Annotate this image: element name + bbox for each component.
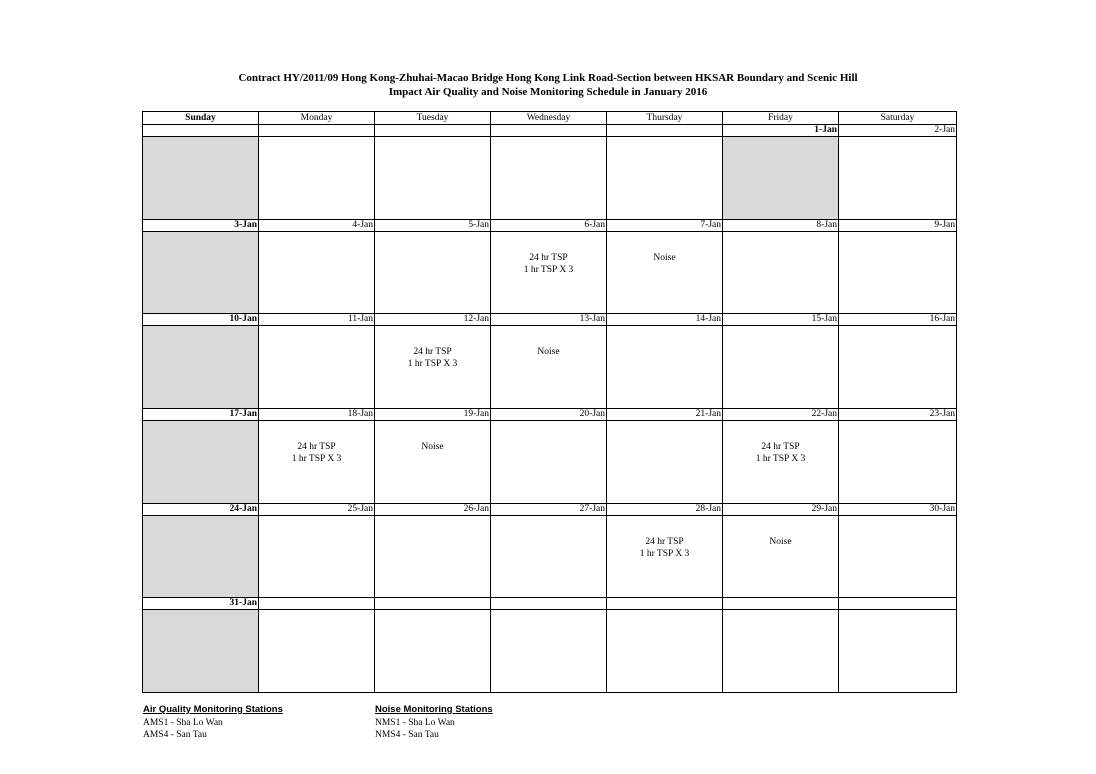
date-label [839,598,957,610]
date-label: 6-Jan [491,219,607,231]
day-cell [143,231,259,314]
weekday-header: Friday [723,112,839,125]
date-label [723,598,839,610]
document-title: Contract HY/2011/09 Hong Kong-Zhuhai-Macao Bridge Hong Kong Link Road-Section between HKSAR Boundary and Scenic Hill [238,72,858,84]
day-cell [607,515,723,598]
date-label: 29-Jan [723,503,839,515]
day-cell [375,515,491,598]
date-label: 30-Jan [839,503,957,515]
date-label: 8-Jan [723,219,839,231]
date-label [607,125,723,137]
day-cell [491,421,607,504]
date-label: 1-Jan [723,125,839,137]
day-cell [839,421,957,504]
day-cell [723,515,839,598]
date-label [375,598,491,610]
monitoring-entry-line: 24 hr TSP [529,252,568,263]
day-cell [723,137,839,220]
day-cell [607,326,723,409]
air-quality-legend [143,704,283,742]
week-date-row [143,314,957,326]
date-label [607,598,723,610]
weekday-header: Tuesday [375,112,491,125]
day-cell [259,610,375,693]
week-body-row [143,421,957,504]
monitoring-entry-line: 1 hr TSP X 3 [291,454,342,465]
week-date-row [143,408,957,420]
date-label: 7-Jan [607,219,723,231]
day-cell [607,231,723,314]
monitoring-entry-line: Noise [537,347,560,358]
day-cell [259,326,375,409]
date-label: 4-Jan [259,219,375,231]
date-label [259,125,375,137]
legend-item: NMS1 - Sha Lo Wan [375,717,455,728]
date-label [491,125,607,137]
day-cell [375,231,491,314]
day-cell [723,231,839,314]
monitoring-entry [375,421,490,453]
monitoring-calendar [142,111,957,693]
date-label: 3-Jan [143,219,259,231]
day-cell [375,421,491,504]
day-cell [143,326,259,409]
date-label: 17-Jan [143,408,259,420]
weekday-header: Saturday [839,112,957,125]
weekday-header: Thursday [607,112,723,125]
date-label: 27-Jan [491,503,607,515]
week-body-row [143,231,957,314]
date-label: 23-Jan [839,408,957,420]
day-cell [839,137,957,220]
day-cell [491,326,607,409]
monitoring-entry-line: 24 hr TSP [645,536,684,547]
date-label: 10-Jan [143,314,259,326]
week-body-row [143,515,957,598]
day-cell [143,610,259,693]
monitoring-entry-line: Noise [421,442,444,453]
day-cell [143,137,259,220]
date-label: 18-Jan [259,408,375,420]
legend-item: AMS1 - Sha Lo Wan [143,717,223,728]
day-cell [259,137,375,220]
monitoring-entry-line: 24 hr TSP [413,347,452,358]
date-label: 31-Jan [143,598,259,610]
week-date-row [143,503,957,515]
monitoring-entry [491,326,606,358]
weekday-header: Wednesday [491,112,607,125]
monitoring-entry-line: Noise [653,252,676,263]
weekday-header-row [143,112,957,125]
monitoring-entry [723,421,838,465]
monitoring-entry-line: 24 hr TSP [761,442,800,453]
day-cell [259,231,375,314]
day-cell [607,421,723,504]
day-cell [607,610,723,693]
monitoring-entry [607,516,722,560]
day-cell [491,231,607,314]
day-cell [607,137,723,220]
monitoring-entry [259,421,374,465]
day-cell [723,421,839,504]
monitoring-entry [491,232,606,276]
day-cell [491,610,607,693]
date-label: 26-Jan [375,503,491,515]
monitoring-entry [723,516,838,548]
day-cell [491,515,607,598]
monitoring-entry-line: 1 hr TSP X 3 [523,264,574,275]
date-label: 22-Jan [723,408,839,420]
day-cell [375,610,491,693]
day-cell [143,515,259,598]
week-body-row [143,326,957,409]
date-label: 19-Jan [375,408,491,420]
date-label: 21-Jan [607,408,723,420]
day-cell [839,610,957,693]
week-date-row [143,125,957,137]
day-cell [259,421,375,504]
date-label: 25-Jan [259,503,375,515]
week-date-row [143,219,957,231]
day-cell [491,137,607,220]
date-label [143,125,259,137]
day-cell [839,231,957,314]
monitoring-entry [607,232,722,264]
date-label: 11-Jan [259,314,375,326]
legend-item: AMS4 - San Tau [143,730,207,740]
day-cell [375,326,491,409]
day-cell [375,137,491,220]
day-cell [259,515,375,598]
date-label [491,598,607,610]
weekday-header: Sunday [143,112,259,125]
day-cell [839,515,957,598]
date-label: 2-Jan [839,125,957,137]
week-body-row [143,610,957,693]
monitoring-entry-line: 24 hr TSP [297,442,336,453]
date-label: 12-Jan [375,314,491,326]
week-date-row [143,598,957,610]
weekday-header: Monday [259,112,375,125]
date-label [375,125,491,137]
monitoring-entry [375,326,490,370]
date-label: 20-Jan [491,408,607,420]
date-label: 5-Jan [375,219,491,231]
date-label [259,598,375,610]
air-quality-legend-heading: Air Quality Monitoring Stations [143,704,283,715]
date-label: 24-Jan [143,503,259,515]
date-label: 14-Jan [607,314,723,326]
date-label: 28-Jan [607,503,723,515]
date-label: 16-Jan [839,314,957,326]
document-subtitle: Impact Air Quality and Noise Monitoring Schedule in January 2016 [388,86,708,98]
day-cell [143,421,259,504]
date-label: 15-Jan [723,314,839,326]
day-cell [839,326,957,409]
monitoring-entry-line: 1 hr TSP X 3 [407,359,458,370]
monitoring-entry-line: Noise [769,536,792,547]
week-body-row [143,137,957,220]
day-cell [723,326,839,409]
legend-item: NMS4 - San Tau [375,730,439,740]
monitoring-entry-line: 1 hr TSP X 3 [755,454,806,465]
monitoring-entry-line: 1 hr TSP X 3 [639,548,690,559]
noise-legend-heading: Noise Monitoring Stations [375,704,493,715]
day-cell [723,610,839,693]
date-label: 9-Jan [839,219,957,231]
noise-legend [375,704,493,742]
date-label: 13-Jan [491,314,607,326]
